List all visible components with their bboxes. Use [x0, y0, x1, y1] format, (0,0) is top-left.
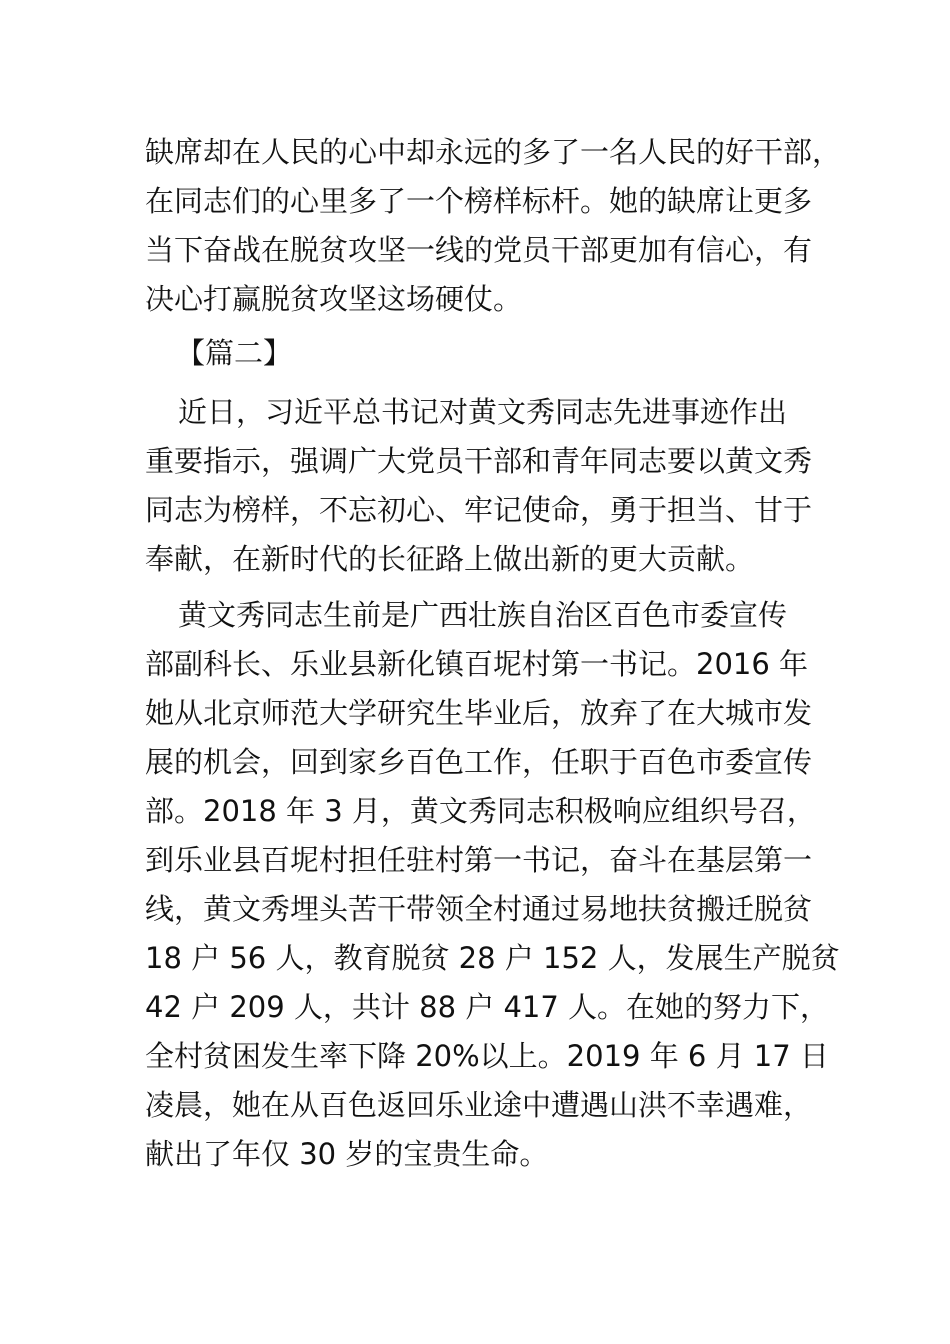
paragraph-line: 到乐业县百坭村担任驻村第一书记，奋斗在基层第一 — [145, 843, 813, 877]
paragraph-line: 决心打赢脱贫攻坚这场硬仗。 — [145, 282, 523, 316]
paragraph-line: 重要指示，强调广大党员干部和青年同志要以黄文秀 — [145, 444, 813, 478]
paragraph-first-line: 黄文秀同志生前是广西壮族自治区百色市委宣传 — [178, 598, 788, 632]
paragraph-line: 部副科长、乐业县新化镇百坭村第一书记。2016 年 — [145, 647, 809, 681]
paragraph-line: 缺席却在人民的心中却永远的多了一名人民的好干部， — [145, 135, 842, 169]
paragraph-line: 42 户 209 人，共计 88 户 417 人。在她的努力下， — [145, 990, 830, 1024]
paragraph-line: 在同志们的心里多了一个榜样标杆。她的缺席让更多 — [145, 184, 813, 218]
paragraph-line: 当下奋战在脱贫攻坚一线的党员干部更加有信心，有 — [145, 233, 813, 267]
paragraph-first-line: 近日，习近平总书记对黄文秀同志先进事迹作出 — [178, 395, 788, 429]
paragraph-line: 凌晨，她在从百色返回乐业途中遭遇山洪不幸遇难， — [145, 1088, 813, 1122]
paragraph-line: 奉献，在新时代的长征路上做出新的更大贡献。 — [145, 542, 755, 576]
paragraph-line: 全村贫困发生率下降 20%以上。2019 年 6 月 17 日 — [145, 1039, 829, 1073]
paragraph-line: 展的机会，回到家乡百色工作，任职于百色市委宣传 — [145, 745, 813, 779]
paragraph-line: 线，黄文秀埋头苦干带领全村通过易地扶贫搬迁脱贫 — [145, 892, 813, 926]
paragraph-line: 部。2018 年 3 月，黄文秀同志积极响应组织号召， — [145, 794, 816, 828]
paragraph-line: 她从北京师范大学研究生毕业后，放弃了在大城市发 — [145, 696, 813, 730]
paragraph-line: 18 户 56 人，教育脱贫 28 户 152 人，发展生产脱贫 — [145, 941, 840, 975]
paragraph-line: 献出了年仅 30 岁的宝贵生命。 — [145, 1137, 549, 1171]
section-heading: 【篇二】 — [176, 336, 293, 370]
paragraph-line: 同志为榜样，不忘初心、牢记使命，勇于担当、甘于 — [145, 493, 813, 527]
